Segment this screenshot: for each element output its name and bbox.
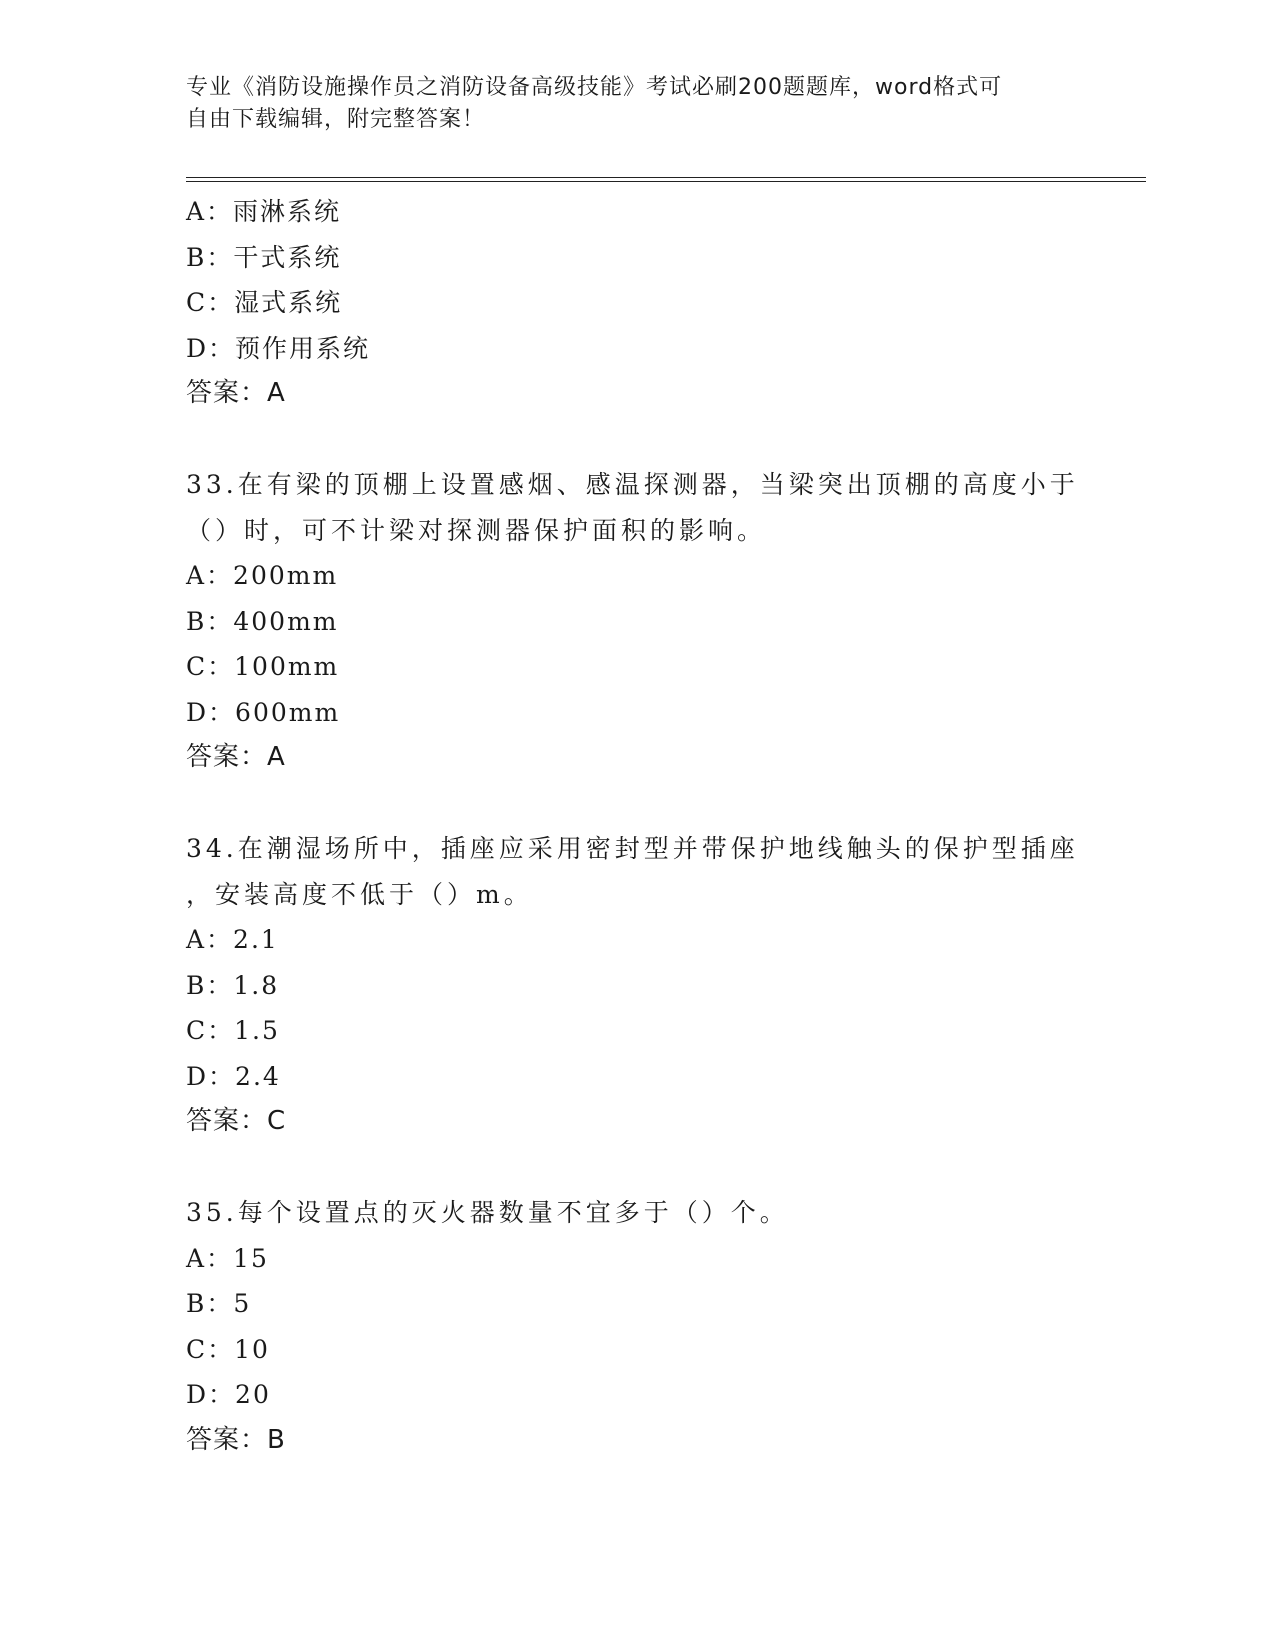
answer: 答案：B	[186, 1424, 286, 1455]
header-line-1: 专业《消防设施操作员之消防设备高级技能》考试必刷200题题库，word格式可	[186, 75, 1003, 100]
header-line-2: 自由下载编辑，附完整答案！	[186, 107, 486, 132]
option-a: A：15	[186, 1243, 269, 1273]
option-a: A：200mm	[186, 561, 339, 590]
option-d: D：20	[186, 1380, 271, 1409]
question-32	[186, 189, 1086, 417]
question-stem: 34.在潮湿场所中，插座应采用密封型并带保护地线触头的保护型插座	[186, 834, 1079, 863]
option-d: D：600mm	[186, 697, 341, 727]
question-stem-continued: （）时，可不计梁对探测器保护面积的影响。	[186, 515, 767, 545]
question-stem: 33.在有梁的顶棚上设置感烟、感温探测器，当梁突出顶棚的高度小于	[186, 470, 1079, 499]
spacer	[186, 1145, 1086, 1191]
answer: 答案：A	[186, 742, 286, 772]
option-c: C：1.5	[186, 1016, 280, 1045]
option-d: D：预作用系统	[186, 333, 371, 363]
question-35	[186, 1190, 1086, 1463]
spacer	[186, 781, 1086, 827]
option-c: C：湿式系统	[186, 288, 343, 317]
question-list	[186, 189, 1086, 1463]
option-a: A：2.1	[186, 925, 279, 954]
answer: 答案：C	[186, 1106, 287, 1136]
option-b: B：400mm	[186, 606, 339, 636]
option-b: B：1.8	[186, 970, 280, 1000]
spacer	[186, 417, 1086, 463]
question-33	[186, 462, 1086, 781]
option-d: D：2.4	[186, 1061, 281, 1091]
option-b: B：干式系统	[186, 242, 342, 272]
header-divider-top	[186, 177, 1146, 178]
option-a: A：雨淋系统	[186, 197, 342, 226]
question-stem: 35.每个设置点的灭火器数量不宜多于（）个。	[186, 1198, 789, 1227]
option-b: B：5	[186, 1289, 252, 1318]
answer: 答案：A	[186, 378, 286, 408]
option-c: C：100mm	[186, 652, 340, 681]
option-c: C：10	[186, 1334, 270, 1364]
header-divider-bottom	[186, 181, 1146, 182]
question-stem-continued: ，安装高度不低于（）m。	[186, 879, 533, 909]
document-header	[186, 72, 1086, 136]
question-34	[186, 826, 1086, 1145]
